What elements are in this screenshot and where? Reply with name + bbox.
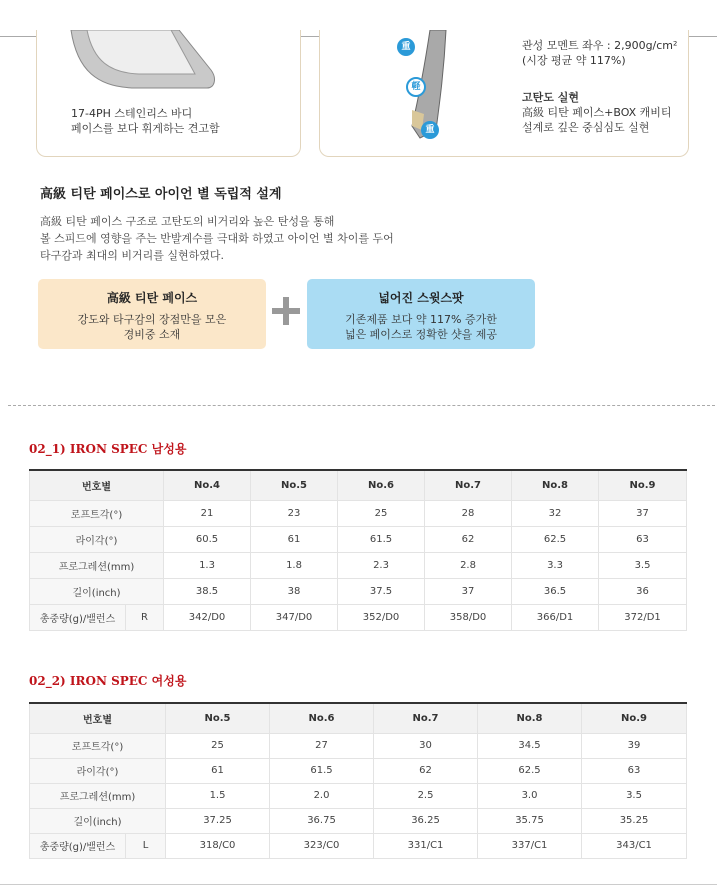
spec-cell: 62 <box>374 758 478 783</box>
spec-cell: 3.3 <box>512 552 599 578</box>
spec-cell: 2.0 <box>270 783 374 808</box>
spec-row <box>30 758 687 783</box>
spec-cell: 1.5 <box>166 783 270 808</box>
weight-cell: 318/C0 <box>166 833 270 858</box>
spec-cell: 32 <box>512 500 599 526</box>
spec-row <box>30 808 687 833</box>
row-label: 로프트각(°) <box>30 733 166 758</box>
spec-cell: 61.5 <box>338 526 425 552</box>
weight-label: 총중량(g)/밸런스 <box>30 604 126 630</box>
plus-icon <box>272 297 300 325</box>
titanium-face-box-title: 高級 티탄 페이스 <box>106 291 198 305</box>
weight-cell: 342/D0 <box>164 604 251 630</box>
spec-cell: 36 <box>599 578 687 604</box>
iron-head-illustration <box>67 30 217 100</box>
men-col-header: No.8 <box>512 470 599 500</box>
left-panel-line1: 17-4PH 스테인리스 바디 <box>71 107 193 120</box>
heavy-weight-badge-top: 重 <box>397 38 415 56</box>
light-weight-badge: 軽 <box>406 77 426 97</box>
women-spec-table <box>29 702 687 859</box>
section-body <box>40 213 394 264</box>
titanium-face-box-line1: 강도와 타구감의 장점만을 모은 <box>77 313 227 326</box>
spec-cell: 63 <box>582 758 687 783</box>
bottom-divider <box>0 884 717 885</box>
spec-cell: 28 <box>425 500 512 526</box>
men-col-header: No.4 <box>164 470 251 500</box>
spec-cell: 61.5 <box>270 758 374 783</box>
spec-row <box>30 526 687 552</box>
spec-cell: 21 <box>164 500 251 526</box>
women-col-header: No.9 <box>582 703 687 733</box>
spec-cell: 35.75 <box>478 808 582 833</box>
moment-line2: (시장 평균 약 117%) <box>522 54 626 67</box>
section-body-line2: 볼 스피드에 영향을 주는 반발계수를 극대화 하였고 아이언 별 차이를 두어 <box>40 232 394 245</box>
titanium-face-panel <box>319 30 689 157</box>
spec-row <box>30 733 687 758</box>
spec-cell: 25 <box>166 733 270 758</box>
low-cg-title: 고탄도 실현 <box>522 91 579 104</box>
men-col-header: No.7 <box>425 470 512 500</box>
weight-row <box>30 604 687 630</box>
weight-row <box>30 833 687 858</box>
spec-cell: 61 <box>166 758 270 783</box>
weight-cell: 358/D0 <box>425 604 512 630</box>
spec-cell: 38 <box>251 578 338 604</box>
spec-cell: 62.5 <box>478 758 582 783</box>
women-spec-heading: 02_2) IRON SPEC 여성용 <box>29 674 187 688</box>
weight-cell: 323/C0 <box>270 833 374 858</box>
spec-cell: 2.5 <box>374 783 478 808</box>
weight-cell: 331/C1 <box>374 833 478 858</box>
men-col-header: No.5 <box>251 470 338 500</box>
sweet-spot-box <box>307 279 535 349</box>
stainless-body-panel <box>36 30 301 157</box>
men-header-label: 번호별 <box>30 470 164 500</box>
spec-cell: 37 <box>599 500 687 526</box>
spec-cell: 63 <box>599 526 687 552</box>
spec-cell: 2.3 <box>338 552 425 578</box>
men-col-header: No.6 <box>338 470 425 500</box>
women-col-header: No.5 <box>166 703 270 733</box>
spec-row <box>30 500 687 526</box>
spec-cell: 3.5 <box>582 783 687 808</box>
women-col-header: No.8 <box>478 703 582 733</box>
spec-cell: 62 <box>425 526 512 552</box>
women-col-header: No.7 <box>374 703 478 733</box>
spec-cell: 61 <box>251 526 338 552</box>
flex-label: L <box>126 833 166 858</box>
spec-cell: 36.5 <box>512 578 599 604</box>
weight-cell: 352/D0 <box>338 604 425 630</box>
low-cg-line1: 高級 티탄 페이스+BOX 캐비티 <box>522 106 672 119</box>
spec-row <box>30 578 687 604</box>
spec-cell: 37 <box>425 578 512 604</box>
dashed-divider <box>8 405 715 406</box>
spec-cell: 39 <box>582 733 687 758</box>
spec-cell: 38.5 <box>164 578 251 604</box>
weight-label: 총중량(g)/밸런스 <box>30 833 126 858</box>
spec-cell: 34.5 <box>478 733 582 758</box>
spec-cell: 37.25 <box>166 808 270 833</box>
spec-cell: 25 <box>338 500 425 526</box>
spec-cell: 1.3 <box>164 552 251 578</box>
spec-cell: 30 <box>374 733 478 758</box>
row-label: 라이각(°) <box>30 526 164 552</box>
spec-cell: 1.8 <box>251 552 338 578</box>
row-label: 프로그레션(mm) <box>30 552 164 578</box>
men-col-header: No.9 <box>599 470 687 500</box>
spec-row <box>30 552 687 578</box>
weight-cell: 343/C1 <box>582 833 687 858</box>
spec-cell: 3.0 <box>478 783 582 808</box>
spec-cell: 23 <box>251 500 338 526</box>
section-body-line1: 高級 티탄 페이스 구조로 고탄도의 비거리와 높은 탄성을 통해 <box>40 215 335 228</box>
moment-line1: 관성 모멘트 좌우 : 2,900g/cm² <box>522 39 678 52</box>
weight-cell: 366/D1 <box>512 604 599 630</box>
row-label: 길이(inch) <box>30 808 166 833</box>
spec-cell: 60.5 <box>164 526 251 552</box>
spec-cell: 37.5 <box>338 578 425 604</box>
weight-cell: 347/D0 <box>251 604 338 630</box>
spec-cell: 62.5 <box>512 526 599 552</box>
spec-cell: 3.5 <box>599 552 687 578</box>
section-title: 高級 티탄 페이스로 아이언 별 독립적 설계 <box>40 187 282 202</box>
row-label: 로프트각(°) <box>30 500 164 526</box>
women-col-header: No.6 <box>270 703 374 733</box>
sweet-spot-box-line1: 기존제품 보다 약 117% 증가한 <box>345 313 497 326</box>
spec-cell: 2.8 <box>425 552 512 578</box>
spec-row <box>30 783 687 808</box>
titanium-face-box-line2: 경비중 소재 <box>123 328 181 341</box>
men-spec-heading: 02_1) IRON SPEC 남성용 <box>29 442 187 456</box>
women-header-label: 번호별 <box>30 703 166 733</box>
left-panel-line2: 페이스를 보다 휘게하는 견고함 <box>71 122 220 135</box>
titanium-face-box <box>38 279 266 349</box>
row-label: 프로그레션(mm) <box>30 783 166 808</box>
spec-cell: 27 <box>270 733 374 758</box>
flex-label: R <box>126 604 164 630</box>
spec-cell: 35.25 <box>582 808 687 833</box>
row-label: 길이(inch) <box>30 578 164 604</box>
sweet-spot-box-title: 넓어진 스윗스팟 <box>378 291 464 305</box>
sweet-spot-box-line2: 넓은 페이스로 정확한 샷을 제공 <box>344 328 498 341</box>
spec-cell: 36.25 <box>374 808 478 833</box>
row-label: 라이각(°) <box>30 758 166 783</box>
low-cg-line2: 설계로 깊은 중심심도 실현 <box>522 121 650 134</box>
weight-cell: 372/D1 <box>599 604 687 630</box>
men-spec-table <box>29 469 687 631</box>
weight-cell: 337/C1 <box>478 833 582 858</box>
section-body-line3: 타구감과 최대의 비거리를 실현하였다. <box>40 249 225 262</box>
heavy-weight-badge-bottom: 重 <box>421 121 439 139</box>
spec-cell: 36.75 <box>270 808 374 833</box>
